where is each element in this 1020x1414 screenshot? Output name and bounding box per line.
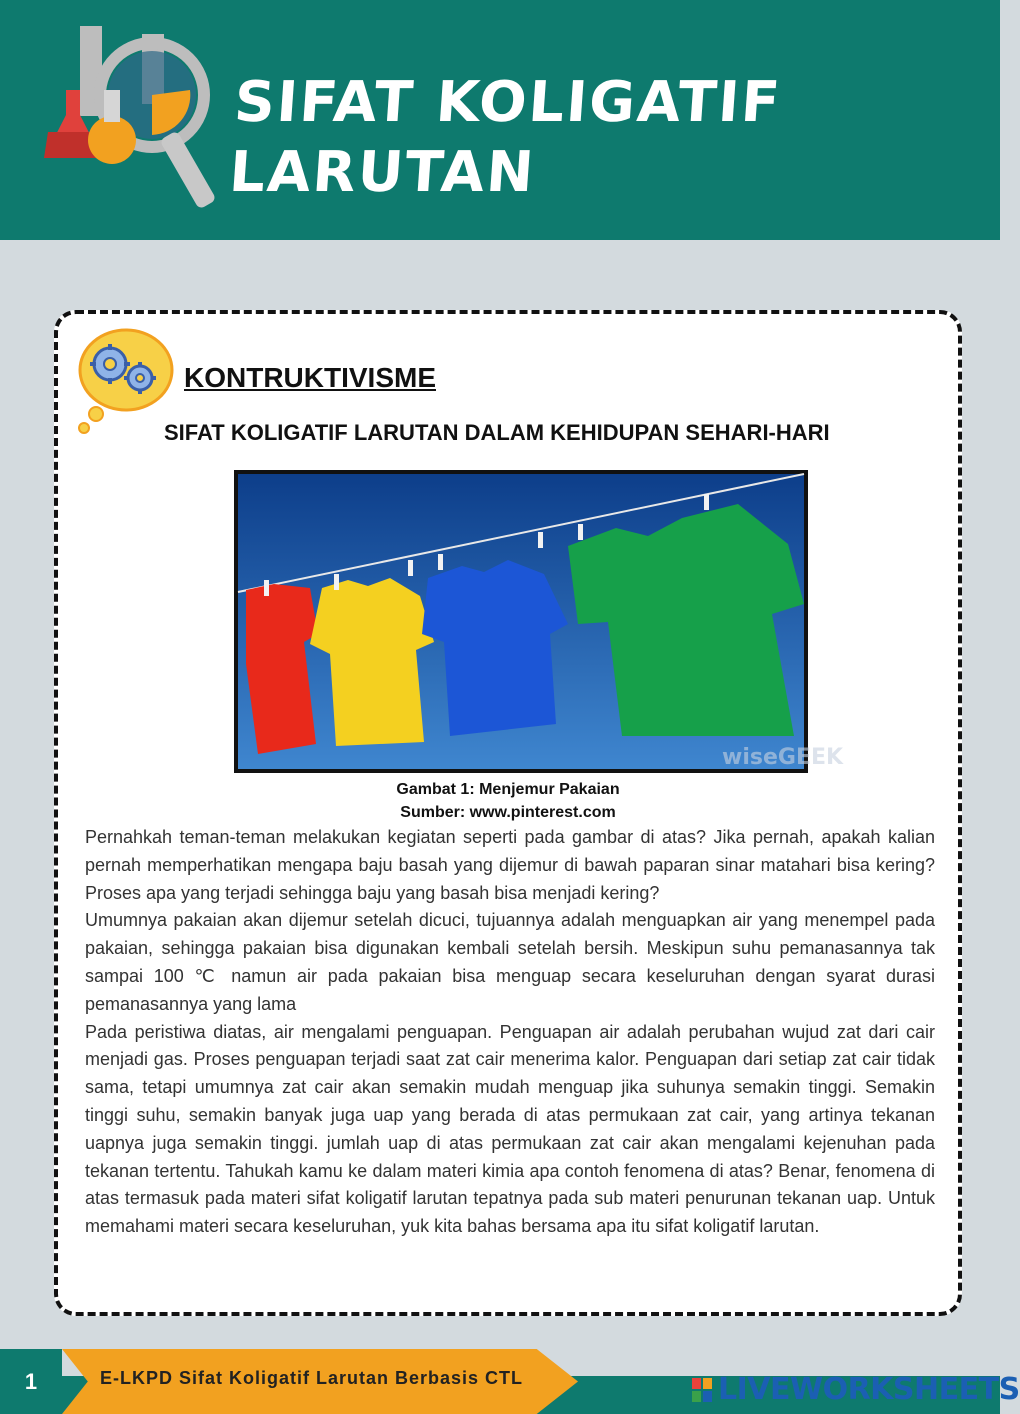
- page-number: 1: [0, 1349, 62, 1414]
- chemistry-flask-magnifier-icon: [40, 20, 220, 215]
- body-text: [85, 824, 935, 1241]
- clothesline-photo: [234, 470, 844, 773]
- liveworksheets-brand[interactable]: LIVEWORKSHEETS: [718, 1372, 1020, 1407]
- page-title: SIFAT KOLIGATIF LARUTAN: [227, 70, 784, 205]
- liveworksheets-logo-icon: [692, 1378, 712, 1402]
- paragraph: Pernahkah teman-teman melakukan kegiatan seperti pada gambar di atas? Jika pernah, apakah kalian pernah memperhatikan mengapa baju basah yang dijemur di bawah paparan sinar matahari bisa kering? Proses apa yang terjadi sehingga baju yang basah bisa menjadi kering?: [85, 827, 935, 903]
- paragraph: Umumnya pakaian akan dijemur setelah dicuci, tujuannya adalah menguapkan air yang menempel pada pakaian, sehingga pakaian bisa digunakan kembali setelah bersih. Meskipun suhu pemanasannya tak sampai 100 ℃ namun air pada pakaian bisa menguap secara keseluruhan dengan syarat durasi pemanasannya yang lama: [85, 910, 935, 1014]
- figure-caption: Gambat 1: Menjemur Pakaian: [396, 781, 620, 798]
- gears-thought-bubble-icon: [70, 326, 175, 436]
- photo-watermark: wiseGEEK: [722, 745, 844, 770]
- section-subtitle: SIFAT KOLIGATIF LARUTAN DALAM KEHIDUPAN SEHARI-HARI: [164, 420, 830, 445]
- footer-text: E-LKPD Sifat Koligatif Larutan Berbasis CTL: [100, 1368, 524, 1388]
- paragraph: Pada peristiwa diatas, air mengalami penguapan. Penguapan air adalah perubahan wujud zat dari cair menjadi gas. Proses penguapan terjadi saat zat cair menerima kalor. Penguapan dari setiap zat cair tidak sama, tetapi umumnya zat cair akan semakin mudah menguap jika suhunya semakin tinggi. Semakin tinggi suhu, semakin banyak juga uap yang berada di atas permukaan zat cair, yang artinya tekanan uapnya juga semakin tinggi. jumlah uap di atas permukaan zat cair akan mengalami kejenuhan pada tekanan tertentu. Tahukah kamu ke dalam materi kimia apa contoh fenomena di atas? Benar, fenomena di atas termasuk pada materi sifat koligatif larutan tepatnya pada sub materi penurunan tekanan uap. Untuk memahami materi secara keseluruhan, yuk kita bahas bersama apa itu sifat koligatif larutan.: [85, 1021, 935, 1237]
- content-card: [54, 310, 962, 1316]
- figure-source: Sumber: www.pinterest.com: [400, 804, 616, 821]
- header-banner: [0, 0, 1000, 240]
- section-heading: KONTRUKTIVISME: [184, 362, 436, 393]
